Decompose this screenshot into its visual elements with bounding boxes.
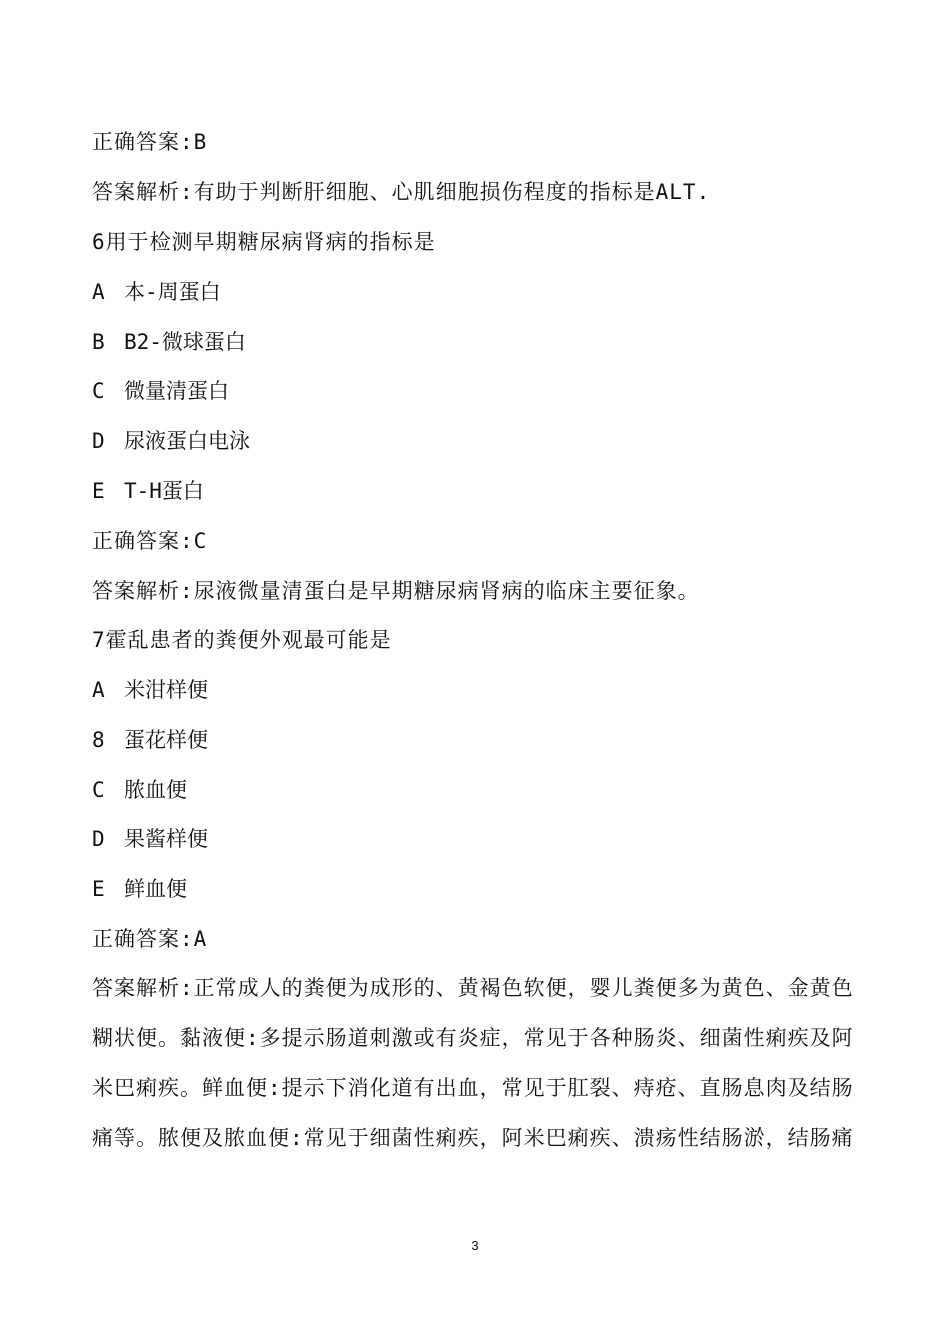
page-number: 3 bbox=[471, 1238, 479, 1253]
option-key: E bbox=[92, 877, 105, 901]
q6-option-b bbox=[92, 328, 246, 356]
q6-option-c bbox=[92, 377, 229, 405]
explanation-line: 米巴痢疾。鲜血便:提示下消化道有出血，常见于肛裂、痔疮、直肠息肉及结肠 bbox=[92, 1076, 854, 1100]
option-text: 米泔样便 bbox=[124, 678, 208, 702]
q6-explanation: 答案解析:尿液微量清蛋白是早期糖尿病肾病的临床主要征象。 bbox=[92, 579, 700, 603]
q7-question: 7霍乱患者的粪便外观最可能是 bbox=[92, 628, 392, 652]
explanation-line: 痛等。脓便及脓血便:常见于细菌性痢疾，阿米巴痢疾、溃疡性结肠淤，结肠痛 bbox=[92, 1126, 854, 1150]
q7-option-a bbox=[92, 676, 208, 704]
explanation-line: 糊状便。黏液便:多提示肠道刺激或有炎症，常见于各种肠炎、细菌性痢疾及阿 bbox=[92, 1026, 854, 1050]
q6-option-e bbox=[92, 477, 204, 505]
option-key: C bbox=[92, 379, 105, 403]
q5-explanation: 答案解析:有助于判断肝细胞、心肌细胞损伤程度的指标是ALT. bbox=[92, 180, 711, 204]
option-key: C bbox=[92, 778, 105, 802]
option-key: D bbox=[92, 827, 105, 851]
explanation-line: 答案解析:正常成人的粪便为成形的、黄褐色软便，婴儿粪便多为黄色、金黄色 bbox=[92, 976, 854, 1000]
option-key: E bbox=[92, 479, 105, 503]
option-text: 尿液蛋白电泳 bbox=[124, 429, 250, 453]
q7-explanation bbox=[92, 963, 862, 1163]
q7-option-d bbox=[92, 825, 208, 853]
q6-question: 6用于检测早期糖尿病肾病的指标是 bbox=[92, 230, 436, 254]
option-text: 蛋花样便 bbox=[124, 728, 208, 752]
q6-option-d bbox=[92, 427, 250, 455]
option-key: A bbox=[92, 678, 105, 702]
option-text: 微量清蛋白 bbox=[124, 379, 229, 403]
option-key: B bbox=[92, 330, 105, 354]
option-key: D bbox=[92, 429, 105, 453]
option-key: A bbox=[92, 280, 105, 304]
q7-answer: 正确答案:A bbox=[92, 927, 208, 951]
q6-answer: 正确答案:C bbox=[92, 529, 208, 553]
option-text: 果酱样便 bbox=[124, 827, 208, 851]
q7-option-b bbox=[92, 726, 208, 754]
q5-answer: 正确答案:B bbox=[92, 130, 208, 154]
q7-option-e bbox=[92, 875, 187, 903]
option-key: 8 bbox=[92, 728, 105, 752]
option-text: B2-微球蛋白 bbox=[124, 330, 246, 354]
q7-option-c bbox=[92, 776, 187, 804]
q6-option-a bbox=[92, 278, 221, 306]
option-text: 鲜血便 bbox=[124, 877, 187, 901]
option-text: 脓血便 bbox=[124, 778, 187, 802]
option-text: 本-周蛋白 bbox=[124, 280, 221, 304]
option-text: T-H蛋白 bbox=[124, 479, 204, 503]
